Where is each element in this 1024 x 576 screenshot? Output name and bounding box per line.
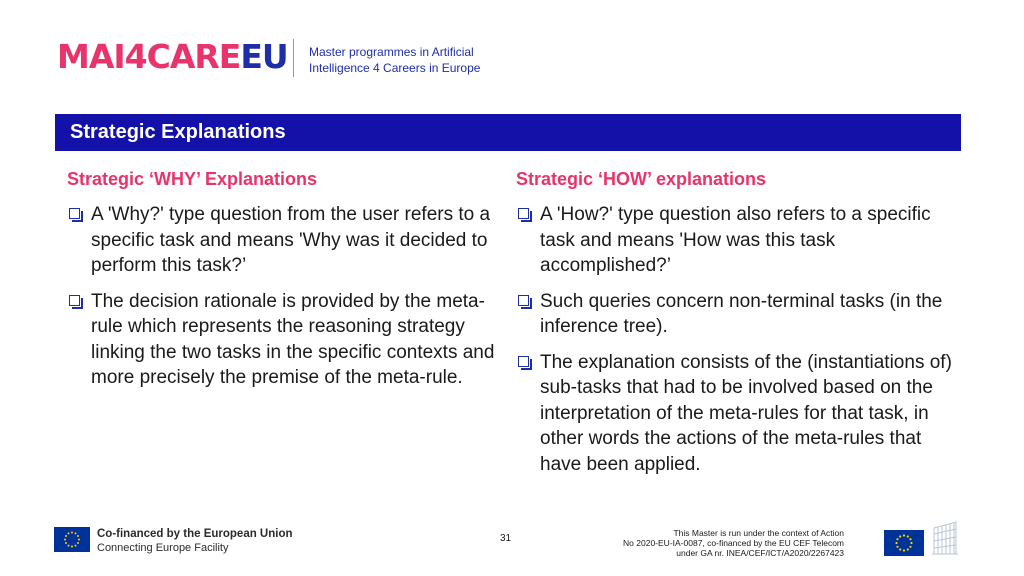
header-divider: [293, 39, 294, 77]
list-item: A 'Why?' type question from the user refers to a specific task and means 'Why was it decided to perform this task?’: [67, 202, 507, 279]
how-heading: Strategic ‘HOW’ explanations: [516, 169, 767, 189]
why-heading: Strategic ‘WHY’ Explanations: [67, 169, 318, 189]
slide-title: Strategic Explanations: [70, 121, 286, 143]
why-explanations-column: [67, 168, 507, 401]
list-item: The explanation consists of the (instantiations of) sub-tasks that had to be involved based on the interpretation of the meta-rules for that task, in other words the actions of the meta-rules that have been applied.: [516, 350, 966, 478]
how-bullet-list: [516, 202, 966, 477]
checkbox-bullet-icon: [69, 295, 80, 306]
slide-title-bar: [55, 114, 961, 151]
list-item: Such queries concern non-terminal tasks (in the inference tree).: [516, 289, 966, 340]
logo-text-main: MAI4CARE: [57, 37, 241, 76]
checkbox-bullet-icon: [69, 208, 80, 219]
mai4careu-logo: [57, 37, 288, 76]
european-commission-logo-icon: [930, 514, 960, 556]
funding-note: This Master is run under the context of Action No 2020-EU-IA-0087, co-financed by the EU CEF Telecom under GA nr. INEA/CEF/ICT/A2020/2267423: [623, 528, 844, 558]
checkbox-bullet-icon: [518, 295, 529, 306]
eu-flag-icon: [884, 530, 924, 556]
checkbox-bullet-icon: [518, 208, 529, 219]
list-item: The decision rationale is provided by the meta-rule which represents the reasoning strategy linking the two tasks in the specific contexts and more precisely the premise of the meta-rule.: [67, 289, 507, 391]
list-item: A 'How?' type question also refers to a specific task and means 'How was this task accomplished?’: [516, 202, 966, 279]
eu-cofinance-label: Co-financed by the European Union Connecting Europe Facility: [97, 528, 293, 554]
why-bullet-list: [67, 202, 507, 391]
how-explanations-column: [516, 168, 966, 487]
checkbox-bullet-icon: [518, 356, 529, 367]
eu-flag-icon: [54, 527, 90, 552]
programme-subtitle: Master programmes in Artificial Intelligence 4 Careers in Europe: [309, 45, 481, 75]
logo-text-eu: EU: [240, 37, 288, 76]
page-number: 31: [500, 533, 512, 544]
